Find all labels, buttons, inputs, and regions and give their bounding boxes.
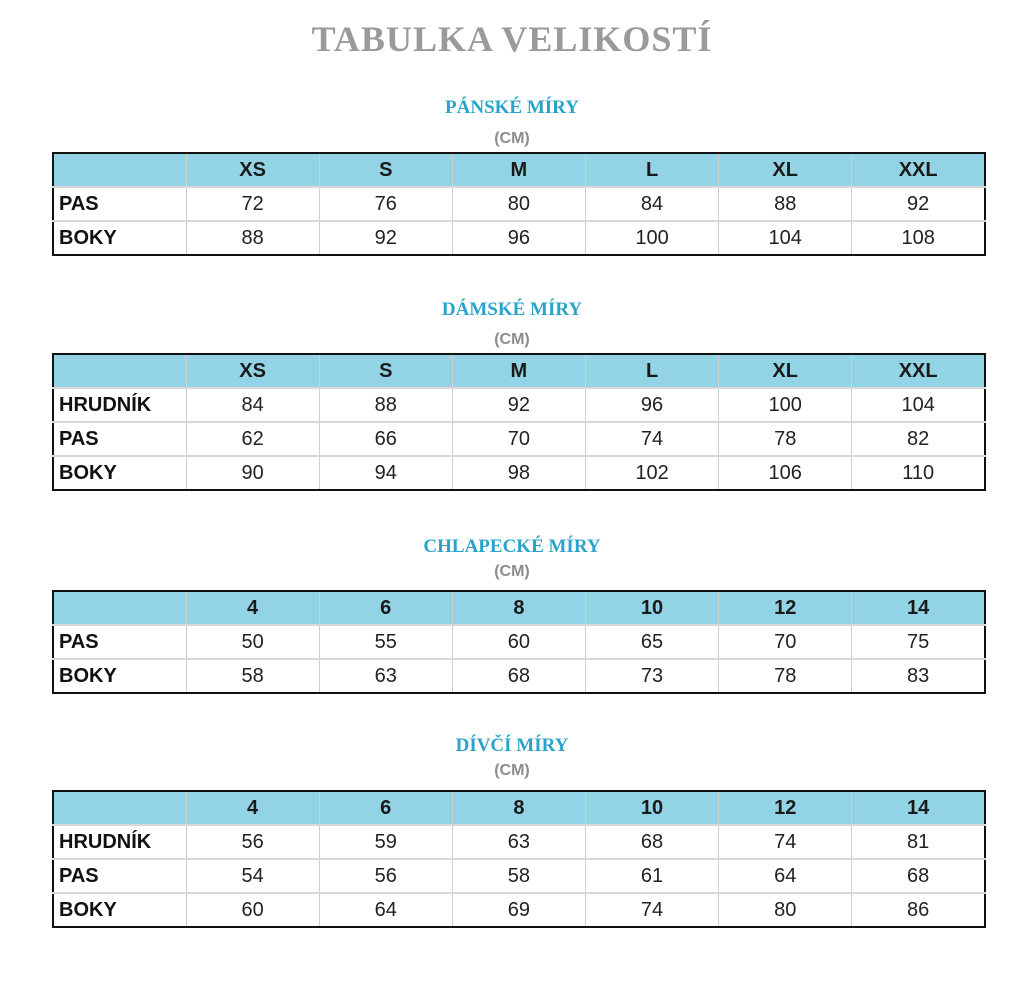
- table-cell: 100: [719, 388, 852, 422]
- row-label: BOKY: [53, 456, 186, 490]
- table-cell: 58: [186, 659, 319, 693]
- table-row: [53, 659, 985, 693]
- table-cell: 63: [319, 659, 452, 693]
- table-cell: 102: [585, 456, 718, 490]
- header-cell: 6: [319, 791, 452, 825]
- table-cell: 70: [719, 625, 852, 659]
- table-cell: 92: [319, 221, 452, 255]
- header-cell: 6: [319, 591, 452, 625]
- table-cell: 84: [186, 388, 319, 422]
- header-cell: 8: [452, 591, 585, 625]
- table-cell: 96: [452, 221, 585, 255]
- row-label: PAS: [53, 187, 186, 221]
- table-cell: 58: [452, 859, 585, 893]
- row-label: HRUDNÍK: [53, 825, 186, 859]
- table-cell: 68: [452, 659, 585, 693]
- section-unit-womens: (CM): [494, 331, 530, 348]
- table-cell: 63: [452, 825, 585, 859]
- table-row: [53, 187, 985, 221]
- table-cell: 65: [585, 625, 718, 659]
- table-row: [53, 422, 985, 456]
- section-title-boys: CHLAPECKÉ MÍRY: [423, 536, 601, 557]
- table-row: [53, 388, 985, 422]
- table-cell: 55: [319, 625, 452, 659]
- table-cell: 92: [452, 388, 585, 422]
- table-cell: 92: [852, 187, 985, 221]
- size-table-womens: [52, 353, 986, 491]
- header-cell: 4: [186, 591, 319, 625]
- header-cell: 12: [719, 591, 852, 625]
- row-label: PAS: [53, 625, 186, 659]
- table-row: [53, 893, 985, 927]
- table-cell: 61: [585, 859, 718, 893]
- size-table-boys: [52, 590, 986, 694]
- table-header-row: [53, 591, 985, 625]
- table-row: [53, 221, 985, 255]
- table-cell: 76: [319, 187, 452, 221]
- header-cell: 14: [852, 791, 985, 825]
- table-cell: 69: [452, 893, 585, 927]
- table-cell: 96: [585, 388, 718, 422]
- header-cell: S: [319, 354, 452, 388]
- row-label: PAS: [53, 422, 186, 456]
- header-cell: M: [452, 354, 585, 388]
- table-cell: 106: [719, 456, 852, 490]
- header-cell: 14: [852, 591, 985, 625]
- row-label: BOKY: [53, 659, 186, 693]
- table-cell: 104: [719, 221, 852, 255]
- table-cell: 56: [319, 859, 452, 893]
- header-cell: S: [319, 153, 452, 187]
- table-row: [53, 825, 985, 859]
- table-cell: 83: [907, 664, 930, 687]
- section-title-girls: DÍVČÍ MÍRY: [455, 735, 569, 756]
- table-cell: 54: [186, 859, 319, 893]
- header-cell: XL: [719, 354, 852, 388]
- table-cell: 64: [319, 893, 452, 927]
- table-cell: 82: [852, 422, 985, 456]
- header-cell: L: [585, 354, 718, 388]
- table-cell: 81: [852, 825, 985, 859]
- table-cell: 98: [452, 456, 585, 490]
- table-cell: 62: [186, 422, 319, 456]
- table-cell: 56: [186, 825, 319, 859]
- table-cell: 60: [186, 893, 319, 927]
- page-title: TABULKA VELIKOSTÍ: [311, 19, 713, 59]
- table-cell: 84: [585, 187, 718, 221]
- header-cell: M: [452, 153, 585, 187]
- table-header-row: [53, 791, 985, 825]
- table-cell: 50: [186, 625, 319, 659]
- header-cell: 4: [186, 791, 319, 825]
- table-row: [53, 456, 985, 490]
- table-row: [53, 625, 985, 659]
- header-cell: L: [585, 153, 718, 187]
- table-cell: 80: [719, 893, 852, 927]
- table-cell: 74: [585, 893, 718, 927]
- table-cell: 70: [452, 422, 585, 456]
- header-cell: XXL: [852, 153, 985, 187]
- table-cell: 74: [585, 422, 718, 456]
- table-cell: 68: [852, 859, 985, 893]
- header-cell: XL: [719, 153, 852, 187]
- table-cell: 78: [719, 422, 852, 456]
- section-title-womens: DÁMSKÉ MÍRY: [441, 299, 583, 320]
- table-cell: 78: [719, 659, 852, 693]
- table-cell: 75: [852, 625, 985, 659]
- header-cell-empty: [53, 791, 186, 825]
- table-cell: 94: [319, 456, 452, 490]
- table-cell: 73: [585, 659, 718, 693]
- table-header-row: [53, 153, 985, 187]
- section-title-mens: PÁNSKÉ MÍRY: [445, 97, 579, 118]
- header-cell-empty: [53, 591, 186, 625]
- table-cell: 66: [319, 422, 452, 456]
- row-label: HRUDNÍK: [53, 388, 186, 422]
- table-cell: 88: [319, 388, 452, 422]
- header-cell: 8: [452, 791, 585, 825]
- section-unit-mens: (CM): [494, 130, 530, 147]
- table-cell: 59: [319, 825, 452, 859]
- size-table-girls: [52, 790, 986, 928]
- header-cell: 10: [585, 791, 718, 825]
- table-cell: 72: [186, 187, 319, 221]
- table-cell: 90: [186, 456, 319, 490]
- header-cell: XS: [186, 153, 319, 187]
- section-unit-girls: (CM): [494, 762, 530, 779]
- header-cell: XXL: [852, 354, 985, 388]
- table-cell: 88: [186, 221, 319, 255]
- header-cell: 10: [585, 591, 718, 625]
- header-cell-empty: [53, 354, 186, 388]
- table-cell: 86: [907, 898, 930, 921]
- size-table-mens: [52, 152, 986, 256]
- row-label: BOKY: [53, 893, 186, 927]
- table-cell: 110: [902, 461, 935, 484]
- header-cell: 12: [719, 791, 852, 825]
- header-cell-empty: [53, 153, 186, 187]
- header-cell: XS: [186, 354, 319, 388]
- table-cell: 68: [585, 825, 718, 859]
- table-header-row: [53, 354, 985, 388]
- table-cell: 80: [452, 187, 585, 221]
- table-cell: 64: [719, 859, 852, 893]
- table-cell: 74: [719, 825, 852, 859]
- section-unit-boys: (CM): [494, 563, 530, 580]
- table-cell: 60: [452, 625, 585, 659]
- table-cell: 88: [719, 187, 852, 221]
- row-label: PAS: [53, 859, 186, 893]
- table-row: [53, 859, 985, 893]
- table-cell: 104: [852, 388, 985, 422]
- row-label: BOKY: [53, 221, 186, 255]
- table-cell: 108: [901, 226, 935, 249]
- table-cell: 100: [585, 221, 718, 255]
